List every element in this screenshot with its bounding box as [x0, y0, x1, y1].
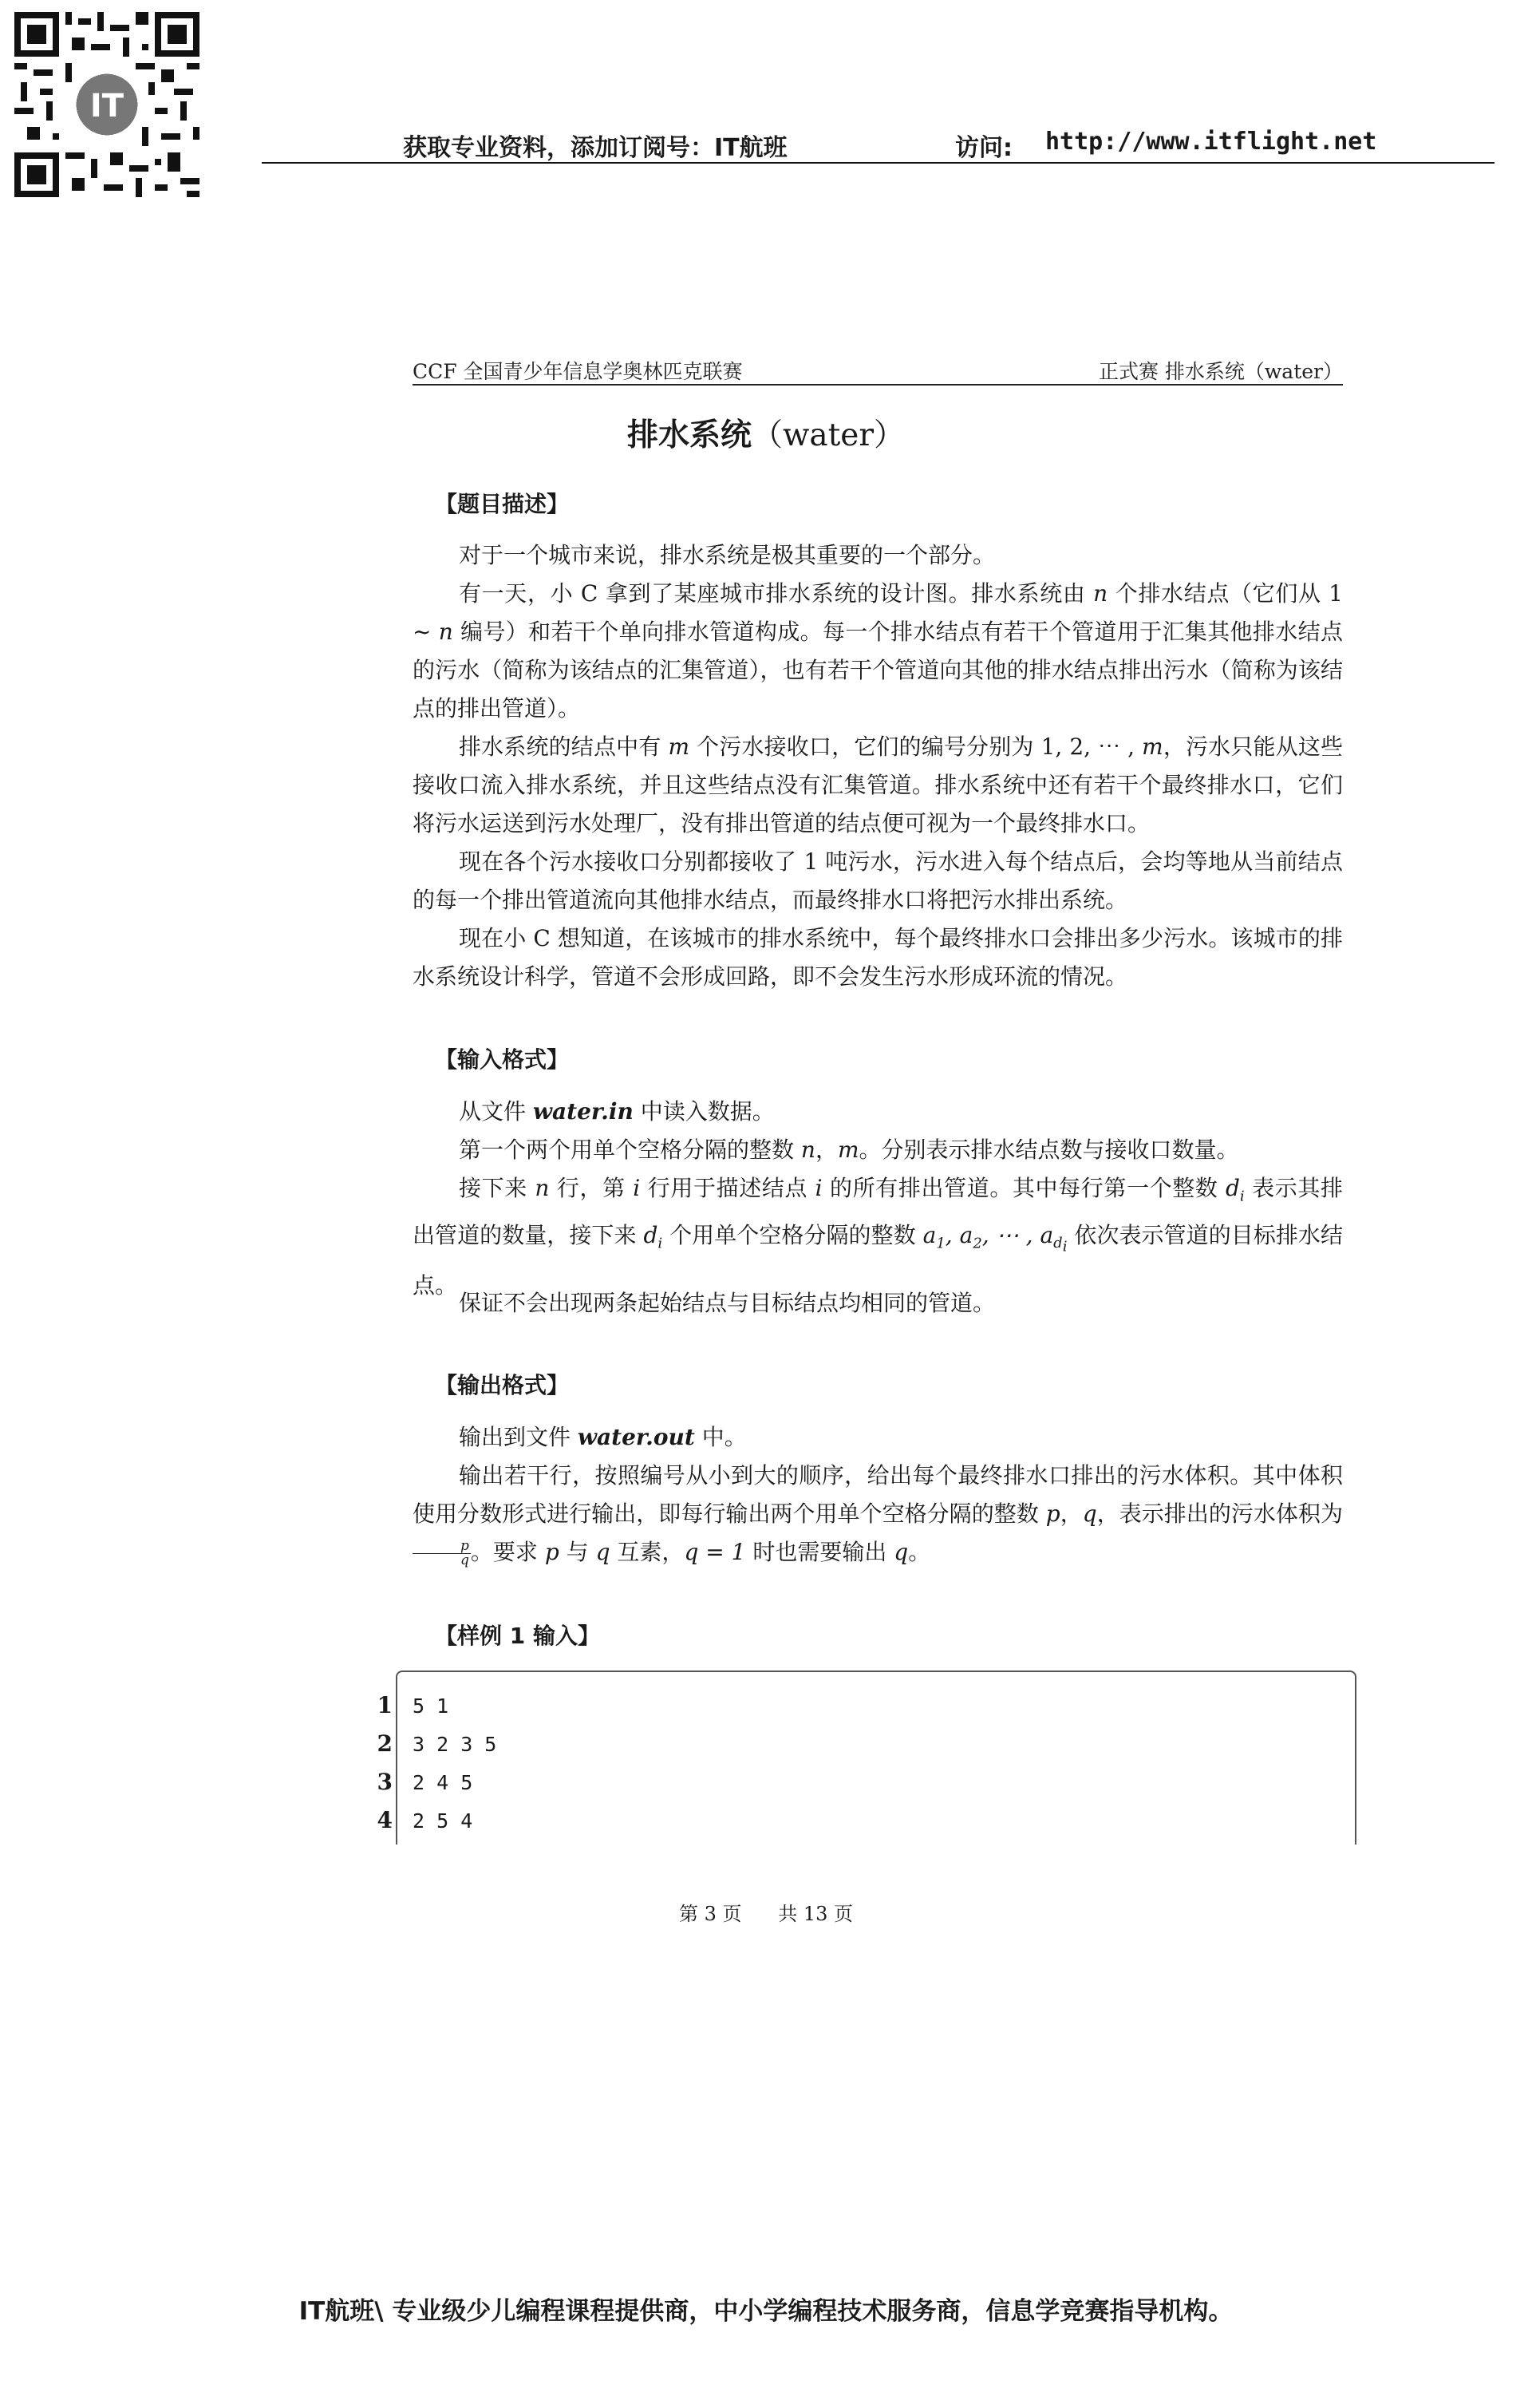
- banner-subscribe-text: 获取专业资料，添加订阅号：IT航班: [403, 134, 788, 162]
- bottom-banner-text: IT航班\ 专业级少儿编程课程提供商，中小学编程技术服务商，信息学竞赛指导机构。: [298, 2297, 1234, 2326]
- code-line-number: 2: [377, 1730, 393, 1757]
- section-heading-output-format: 【输出格式】: [435, 1372, 570, 1398]
- section-heading-sample-1-input: 【样例 1 输入】: [435, 1623, 600, 1649]
- banner-divider: [262, 162, 1494, 164]
- page-footer: [0, 1898, 1532, 1926]
- code-line-number: 1: [377, 1692, 393, 1718]
- sample-input-code-box: [396, 1671, 1356, 1845]
- output-paragraph-1: 输出到文件 water.out 中。: [459, 1424, 747, 1450]
- page-number: 第 3 页: [678, 1903, 742, 1925]
- page-header-left: CCF 全国青少年信息学奥林匹克联赛: [413, 360, 743, 383]
- header-divider: [413, 384, 1343, 386]
- problem-title: [0, 410, 1532, 455]
- output-paragraph-2: 输出若干行，按照编号从小到大的顺序，给出每个最终排水口排出的污水体积。其中体积使用分数形式进行输出，即每行输出两个用单个空格分隔的整数 p，q，表示排出的污水体积为 $\frac{p}{q}$ 。要求 p 与 q 互素，q = 1 时也需要输出 q。: [413, 1462, 1343, 1568]
- input-paragraph-3: 接下来 n 行，第 i 行用于描述结点 i 的所有排出管道。其中每行第一个整数 $d_i$ 表示其排出管道的数量，接下来 $d_i$ 个用单个空格分隔的整数 $a_1$, $a_2$, ⋯ , $a_{d_i}$ 依次表示管道的目标排水结点。: [413, 1175, 1343, 1299]
- sequence-expression: $a_1$, $a_2$, ⋯ , $a_{d_i}$: [922, 1221, 1068, 1255]
- page-total: 共 13 页: [778, 1903, 854, 1925]
- banner-url-link[interactable]: http://www.itflight.net: [1045, 128, 1377, 156]
- qr-logo-text: IT: [89, 88, 124, 125]
- input-paragraph-2: 第一个两个用单个空格分隔的整数 n，m。分别表示排水结点数与接收口数量。: [459, 1137, 1239, 1163]
- description-paragraph-2: 有一天，小 C 拿到了某座城市排水系统的设计图。排水系统由 n 个排水结点（它们从 1 ~ n 编号）和若干个单向排水管道构成。每一个排水结点有若干个管道用于汇集其他排水结点的污水（简称为该结点的汇集管道），也有若干个管道向其他的排水结点排出污水（简称为该结点的排出管道）。: [413, 580, 1344, 722]
- description-paragraph-4: 现在各个污水接收口分别都接收了 1 吨污水，污水进入每个结点后，会均等地从当前结点的每一个排出管道流向其他排水结点，而最终排水口将把污水排出系统。: [413, 848, 1343, 913]
- description-paragraph-5: 现在小 C 想知道，在该城市的排水系统中，每个最终排水口会排出多少污水。该城市的排水系统设计科学，管道不会形成回路，即不会发生污水形成环流的情况。: [413, 925, 1343, 990]
- input-paragraph-1: 从文件 water.in 中读入数据。: [459, 1098, 775, 1125]
- description-paragraph-1: 对于一个城市来说，排水系统是极其重要的一个部分。: [459, 542, 996, 568]
- code-line: 2 5 4: [413, 1809, 473, 1833]
- fraction-p-over-q: $\frac{p}{q}$: [413, 1540, 471, 1568]
- section-heading-input-format: 【输入格式】: [435, 1046, 570, 1073]
- code-line: 5 1: [413, 1694, 449, 1718]
- code-line-number: 3: [377, 1769, 393, 1795]
- code-line-number: 4: [377, 1807, 393, 1833]
- qr-code: [14, 12, 199, 197]
- problem-title-paren: （water）: [751, 417, 906, 453]
- problem-title-main: 排水系统: [626, 417, 752, 453]
- section-heading-description: 【题目描述】: [435, 491, 570, 517]
- input-paragraph-4: 保证不会出现两条起始结点与目标结点均相同的管道。: [459, 1290, 996, 1316]
- code-line: 3 2 3 5: [413, 1733, 497, 1756]
- description-paragraph-3: 排水系统的结点中有 m 个污水接收口，它们的编号分别为 1, 2, ⋯ , m，污水只能从这些接收口流入排水系统，并且这些结点没有汇集管道。排水系统中还有若干个最终排水口，它们将污水运送到污水处理厂，没有排出管道的结点便可视为一个最终排水口。: [413, 733, 1343, 836]
- banner-visit-label: 访问:: [955, 134, 1013, 162]
- page-header-right: 正式赛 排水系统（water）: [1098, 360, 1343, 383]
- code-line: 2 4 5: [413, 1771, 473, 1794]
